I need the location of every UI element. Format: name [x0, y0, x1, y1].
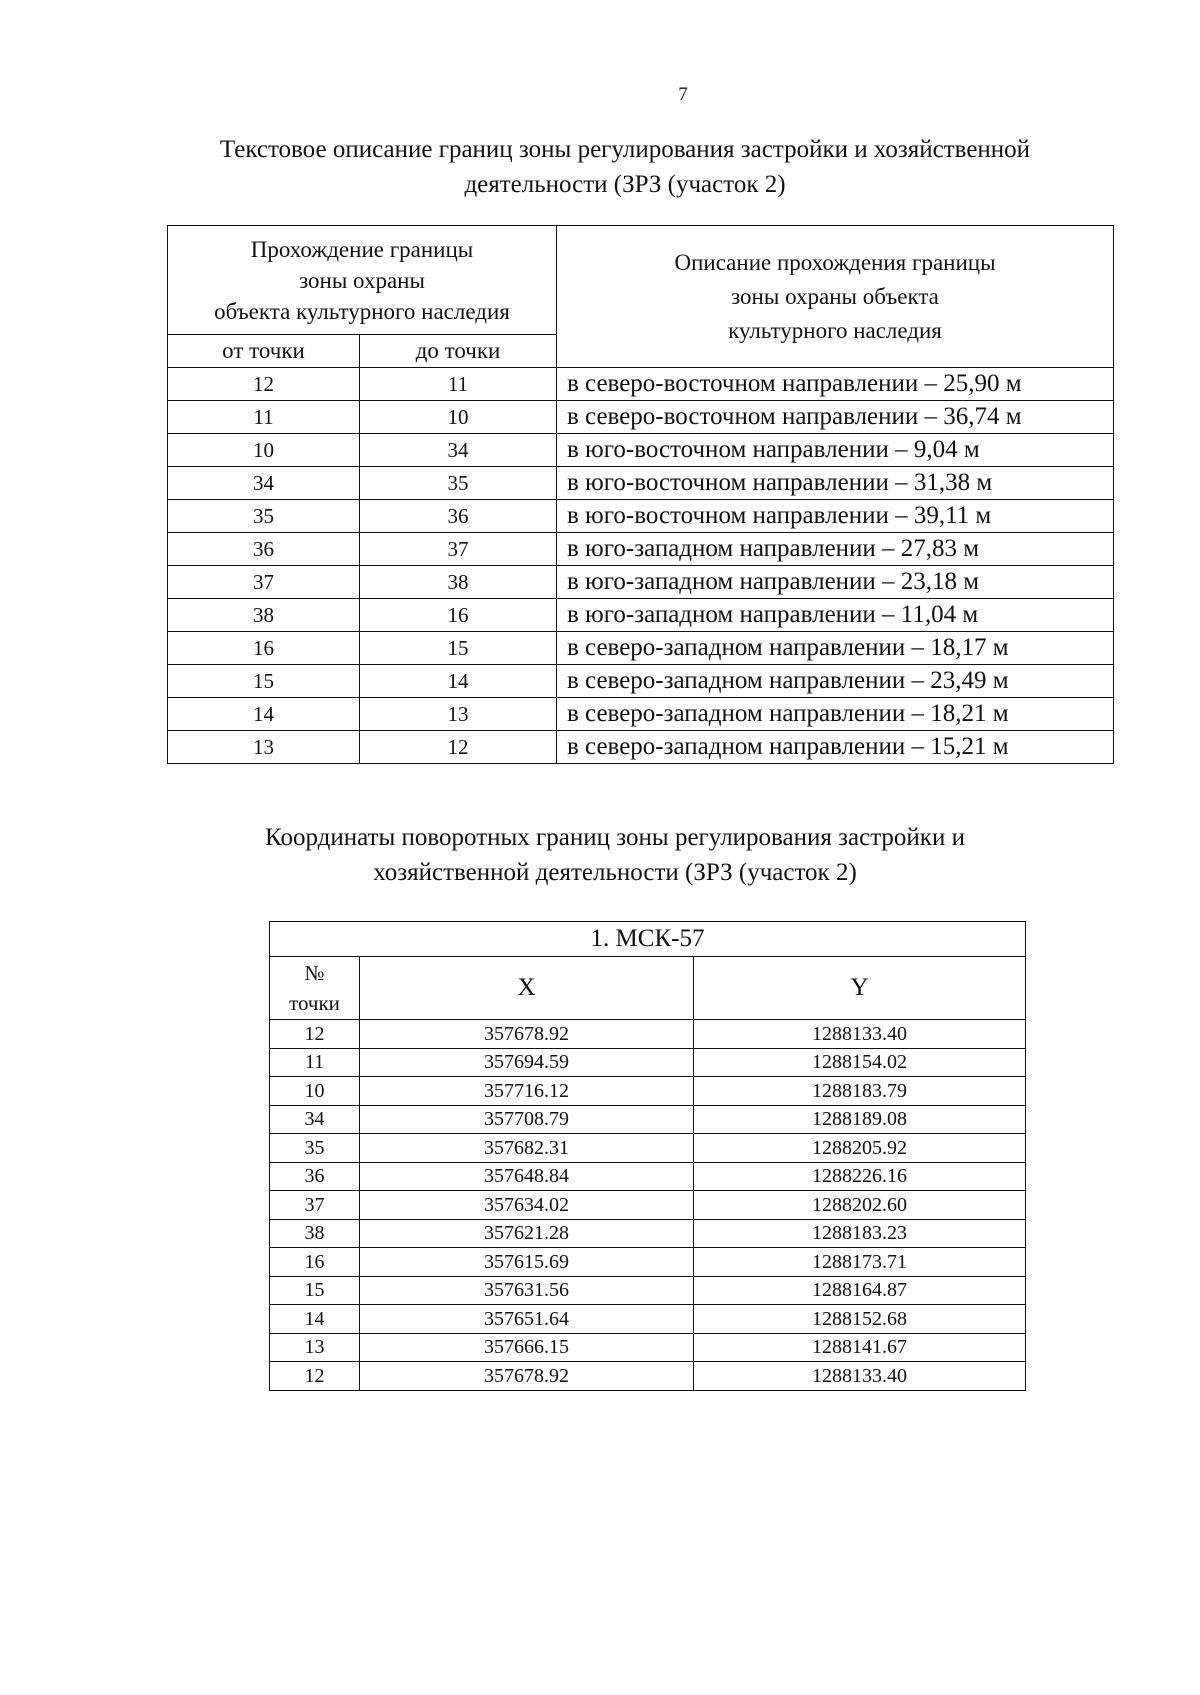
point-number: 14	[270, 1305, 360, 1334]
table-row	[168, 665, 1114, 698]
from-point: 38	[168, 599, 360, 632]
header-desc-line-2: зоны охраны объекта	[731, 283, 939, 309]
table-row	[270, 1162, 1026, 1191]
table-row	[168, 533, 1114, 566]
from-point: 11	[168, 401, 360, 434]
boundary-description: в северо-западном направлении – 18,21 м	[557, 698, 1114, 731]
from-point: 36	[168, 533, 360, 566]
point-number: 15	[270, 1276, 360, 1305]
point-number: 16	[270, 1248, 360, 1277]
boundary-description: в северо-восточном направлении – 25,90 м	[557, 368, 1114, 401]
to-point: 14	[360, 665, 557, 698]
table-row	[270, 1305, 1026, 1334]
x-coordinate: 357694.59	[360, 1048, 694, 1077]
table-row	[270, 1020, 1026, 1049]
to-point: 12	[360, 731, 557, 764]
y-coordinate: 1288141.67	[694, 1333, 1026, 1362]
title-line-2: деятельности (ЗРЗ (участок 2)	[464, 171, 786, 198]
table-row	[168, 368, 1114, 401]
header-from-point: от точки	[168, 335, 360, 368]
boundary-description: в юго-западном направлении – 23,18 м	[557, 566, 1114, 599]
x-coordinate: 357631.56	[360, 1276, 694, 1305]
x-coordinate: 357666.15	[360, 1333, 694, 1362]
coordinate-system-label: 1. МСК-57	[270, 922, 1026, 957]
header-point-number	[270, 957, 360, 1020]
table-row	[270, 1276, 1026, 1305]
page-number: 7	[678, 84, 688, 105]
boundary-description-title	[150, 132, 1100, 202]
boundary-description: в юго-западном направлении – 27,83 м	[557, 533, 1114, 566]
y-coordinate: 1288133.40	[694, 1362, 1026, 1391]
boundary-description: в юго-западном направлении – 11,04 м	[557, 599, 1114, 632]
y-coordinate: 1288133.40	[694, 1020, 1026, 1049]
header-boundary-passage	[168, 226, 557, 335]
y-coordinate: 1288202.60	[694, 1191, 1026, 1220]
header-group-line-3: объекта культурного наследия	[214, 298, 510, 324]
x-coordinate: 357634.02	[360, 1191, 694, 1220]
coordinates-table	[269, 921, 1026, 1391]
coordinates-title	[190, 820, 1040, 890]
to-point: 37	[360, 533, 557, 566]
from-point: 35	[168, 500, 360, 533]
point-number: 12	[270, 1362, 360, 1391]
to-point: 15	[360, 632, 557, 665]
table-row	[270, 1362, 1026, 1391]
header-group-line-2: зоны охраны	[299, 267, 425, 293]
point-number: 12	[270, 1020, 360, 1049]
boundary-description: в северо-восточном направлении – 36,74 м	[557, 401, 1114, 434]
table-row	[168, 731, 1114, 764]
table-row	[168, 566, 1114, 599]
from-point: 13	[168, 731, 360, 764]
boundary-description: в северо-западном направлении – 23,49 м	[557, 665, 1114, 698]
table-row	[270, 1077, 1026, 1106]
table-row	[168, 467, 1114, 500]
header-description	[557, 226, 1114, 368]
point-number: 13	[270, 1333, 360, 1362]
to-point: 38	[360, 566, 557, 599]
to-point: 36	[360, 500, 557, 533]
point-number: 35	[270, 1134, 360, 1163]
y-coordinate: 1288154.02	[694, 1048, 1026, 1077]
table-row	[168, 434, 1114, 467]
from-point: 34	[168, 467, 360, 500]
y-coordinate: 1288152.68	[694, 1305, 1026, 1334]
x-coordinate: 357678.92	[360, 1020, 694, 1049]
boundary-description: в юго-восточном направлении – 9,04 м	[557, 434, 1114, 467]
table-row	[270, 1105, 1026, 1134]
header-no-line-1: №	[304, 961, 325, 985]
from-point: 14	[168, 698, 360, 731]
boundary-description: в юго-восточном направлении – 39,11 м	[557, 500, 1114, 533]
from-point: 12	[168, 368, 360, 401]
table-row	[168, 698, 1114, 731]
header-group-line-1: Прохождение границы	[250, 236, 474, 262]
table-row	[270, 1048, 1026, 1077]
from-point: 10	[168, 434, 360, 467]
y-coordinate: 1288226.16	[694, 1162, 1026, 1191]
x-coordinate: 357716.12	[360, 1077, 694, 1106]
title-line-1: Текстовое описание границ зоны регулирования застройки и хозяйственной	[219, 136, 1031, 163]
y-coordinate: 1288183.23	[694, 1219, 1026, 1248]
x-coordinate: 357651.64	[360, 1305, 694, 1334]
title-line-1: Координаты поворотных границ зоны регулирования застройки и	[265, 824, 965, 851]
x-coordinate: 357678.92	[360, 1362, 694, 1391]
point-number: 36	[270, 1162, 360, 1191]
from-point: 16	[168, 632, 360, 665]
x-coordinate: 357708.79	[360, 1105, 694, 1134]
point-number: 38	[270, 1219, 360, 1248]
table-row	[270, 1134, 1026, 1163]
table-row	[168, 401, 1114, 434]
x-coordinate: 357621.28	[360, 1219, 694, 1248]
to-point: 35	[360, 467, 557, 500]
y-coordinate: 1288164.87	[694, 1276, 1026, 1305]
header-no-line-2: точки	[289, 991, 340, 1015]
to-point: 11	[360, 368, 557, 401]
header-to-point: до точки	[360, 335, 557, 368]
boundary-description: в северо-западном направлении – 18,17 м	[557, 632, 1114, 665]
to-point: 16	[360, 599, 557, 632]
header-desc-line-1: Описание прохождения границы	[674, 249, 996, 275]
y-coordinate: 1288189.08	[694, 1105, 1026, 1134]
point-number: 37	[270, 1191, 360, 1220]
from-point: 37	[168, 566, 360, 599]
to-point: 13	[360, 698, 557, 731]
table-row	[168, 599, 1114, 632]
table-row	[270, 1248, 1026, 1277]
y-coordinate: 1288205.92	[694, 1134, 1026, 1163]
table-row	[270, 1191, 1026, 1220]
y-coordinate: 1288173.71	[694, 1248, 1026, 1277]
title-line-2: хозяйственной деятельности (ЗРЗ (участок 2)	[373, 859, 857, 886]
boundary-description-table	[167, 225, 1114, 764]
point-number: 10	[270, 1077, 360, 1106]
from-point: 15	[168, 665, 360, 698]
boundary-description: в юго-восточном направлении – 31,38 м	[557, 467, 1114, 500]
table-row	[270, 1333, 1026, 1362]
to-point: 34	[360, 434, 557, 467]
point-number: 11	[270, 1048, 360, 1077]
header-desc-line-3: культурного наследия	[728, 317, 942, 343]
y-coordinate: 1288183.79	[694, 1077, 1026, 1106]
table-row	[168, 500, 1114, 533]
header-y: Y	[694, 957, 1026, 1020]
x-coordinate: 357682.31	[360, 1134, 694, 1163]
header-x: X	[360, 957, 694, 1020]
x-coordinate: 357615.69	[360, 1248, 694, 1277]
x-coordinate: 357648.84	[360, 1162, 694, 1191]
boundary-description: в северо-западном направлении – 15,21 м	[557, 731, 1114, 764]
table-row	[168, 632, 1114, 665]
to-point: 10	[360, 401, 557, 434]
table-row	[270, 1219, 1026, 1248]
point-number: 34	[270, 1105, 360, 1134]
